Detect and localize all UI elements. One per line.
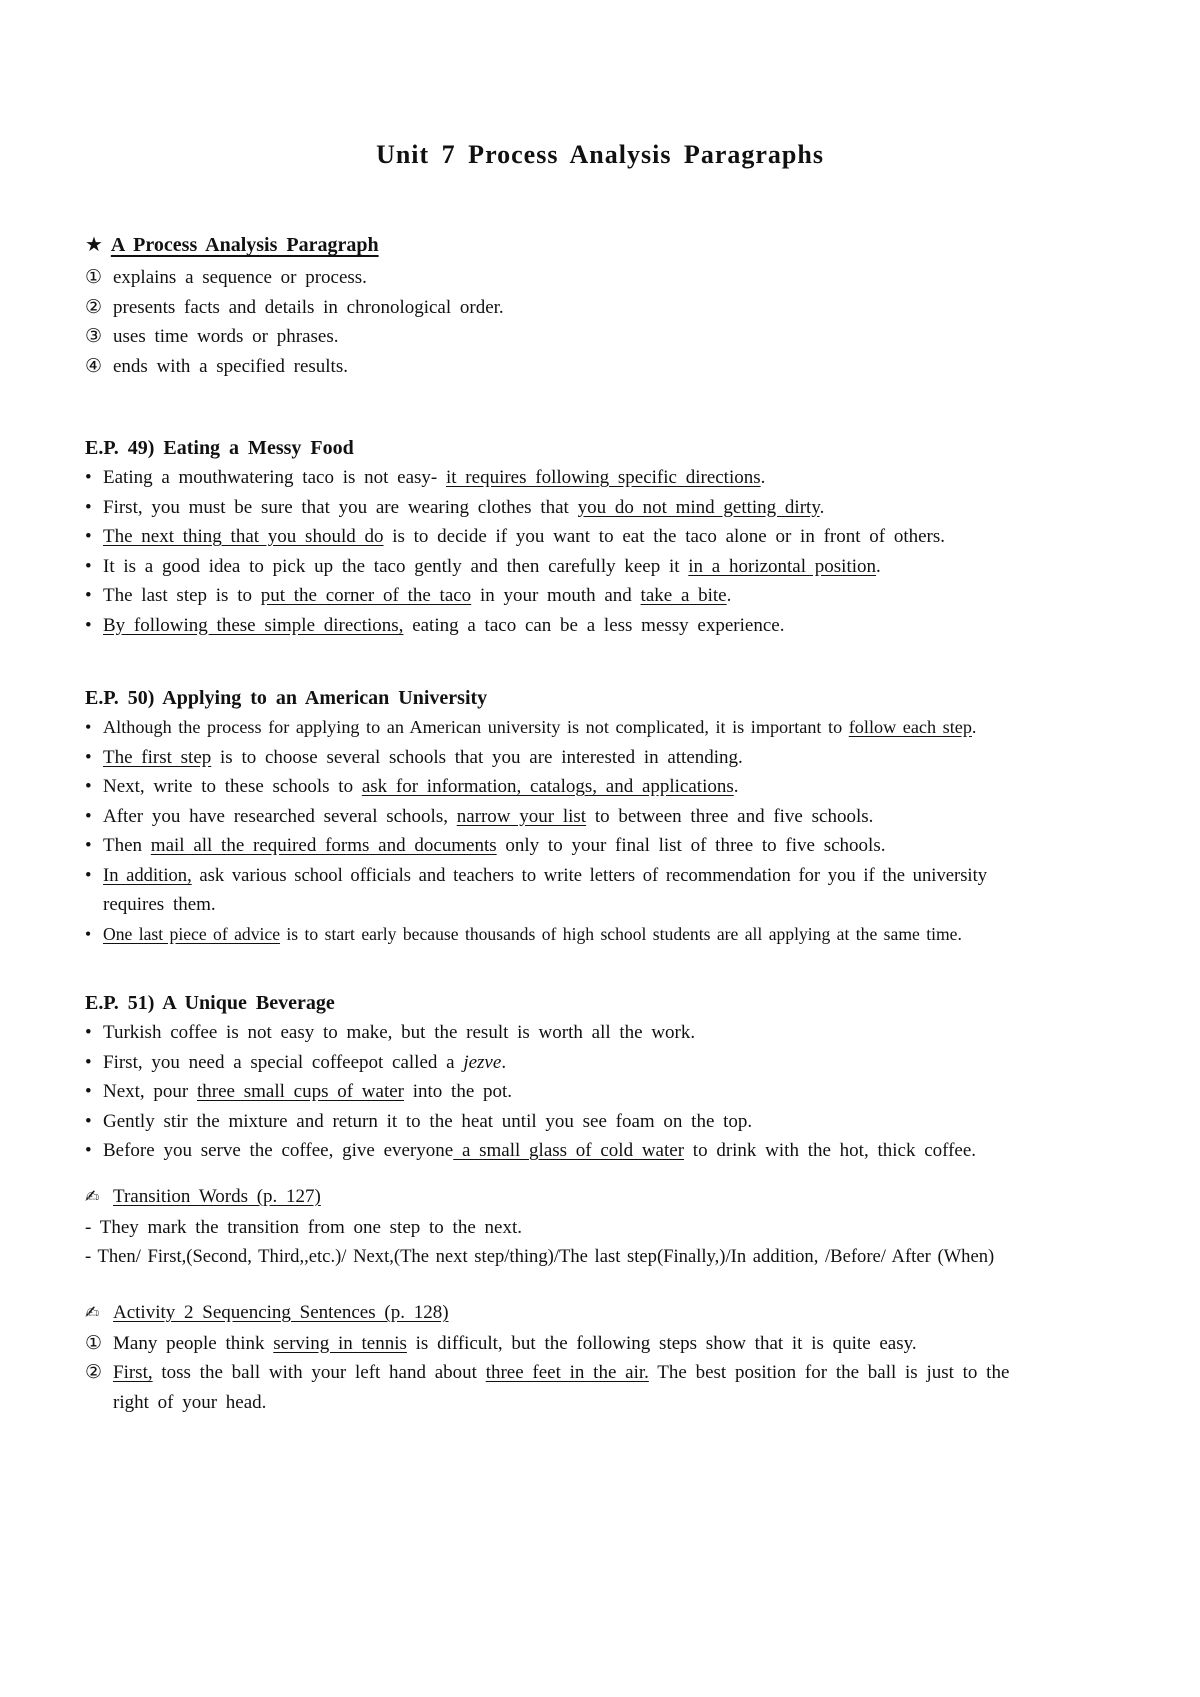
list-item: • Gently stir the mixture and return it to the heat until you see foam on the top. <box>85 1107 1110 1137</box>
transition-line: - They mark the transition from one step to the next. <box>85 1216 522 1238</box>
bullet-icon: • <box>85 835 92 856</box>
bullet-icon: • <box>85 776 92 797</box>
activity-item-continuation: right of your head. <box>113 1391 267 1413</box>
list-item: • It is a good idea to pick up the taco gently and then carefully keep it in a horizontal position. <box>85 552 1110 582</box>
definition-section <box>85 232 1110 381</box>
list-item: • Then mail all the required forms and documents only to your final list of three to five schools. <box>85 831 1110 861</box>
activity-section <box>85 1298 1110 1417</box>
transition-heading: ✍ Transition Words (p. 127) <box>85 1182 1110 1213</box>
star-icon: ★ <box>85 232 103 256</box>
list-item: • First, you must be sure that you are wearing clothes that you do not mind getting dirty. <box>85 493 1110 523</box>
list-item: • After you have researched several schools, narrow your list to between three and five schools. <box>85 802 1110 832</box>
page-title: Unit 7 Process Analysis Paragraphs <box>376 140 824 169</box>
bullet-icon: • <box>85 1140 92 1161</box>
bullet-icon: • <box>85 717 92 737</box>
list-item: • The next thing that you should do is to decide if you want to eat the taco alone or in front of others. <box>85 522 1110 552</box>
ep49-section <box>85 437 1110 640</box>
pencil-note-icon: ✍ <box>85 1303 100 1323</box>
list-item: • Before you serve the coffee, give everyone a small glass of cold water to drink with the hot, thick coffee. <box>85 1136 1110 1166</box>
list-item-continuation: requires them. <box>103 894 216 915</box>
transition-line: - Then/ First,(Second, Third,,etc.)/ Next,(The next step/thing)/The last step(Finally,)/In addition, /Before/ After (When) <box>85 1246 995 1267</box>
bullet-icon: • <box>85 526 92 547</box>
definition-item: ③ uses time words or phrases. <box>85 326 339 347</box>
bullet-icon: • <box>85 923 92 944</box>
activity-item: ② First, toss the ball with your left hand about three feet in the air. The best position for the ball is just to the <box>85 1362 1010 1383</box>
ep49-heading: E.P. 49) Eating a Messy Food <box>85 437 354 459</box>
ep51-heading: E.P. 51) A Unique Beverage <box>85 992 335 1014</box>
pencil-note-icon: ✍ <box>85 1187 100 1207</box>
bullet-icon: • <box>85 555 92 577</box>
bullet-icon: • <box>85 1110 92 1132</box>
bullet-icon: • <box>85 614 92 636</box>
bullet-icon: • <box>85 805 92 827</box>
bullet-icon: • <box>85 1022 92 1043</box>
list-item: • By following these simple directions, eating a taco can be a less messy experience. <box>85 611 1110 641</box>
definition-item: ② presents facts and details in chronological order. <box>85 296 504 318</box>
bullet-icon: • <box>85 467 92 488</box>
list-item: • Next, pour three small cups of water into the pot. <box>85 1077 1110 1107</box>
definition-item: ① explains a sequence or process. <box>85 267 367 288</box>
list-item: • Next, write to these schools to ask for information, catalogs, and applications. <box>85 772 1110 802</box>
ep50-heading: E.P. 50) Applying to an American University <box>85 687 488 709</box>
list-item: • Turkish coffee is not easy to make, but the result is worth all the work. <box>85 1018 1110 1048</box>
bullet-icon: • <box>85 1081 92 1102</box>
bullet-icon: • <box>85 746 92 768</box>
bullet-icon: • <box>85 1051 92 1073</box>
definition-heading: ★ A Process Analysis Paragraph <box>85 232 379 256</box>
ep51-section <box>85 992 1110 1166</box>
definition-item: ④ ends with a specified results. <box>85 355 348 377</box>
list-item: • First, you need a special coffeepot called a jezve. <box>85 1048 1110 1078</box>
bullet-icon: • <box>85 496 92 518</box>
list-item: • In addition, ask various school officials and teachers to write letters of recommendation for you if the university <box>85 861 1110 891</box>
list-item: • Eating a mouthwatering taco is not easy- it requires following specific directions. <box>85 463 1110 493</box>
bullet-icon: • <box>85 864 92 886</box>
list-item: • The first step is to choose several schools that you are interested in attending. <box>85 743 1110 773</box>
ep50-section <box>85 687 1110 949</box>
activity-item: ① Many people think serving in tennis is difficult, but the following steps show that it is quite easy. <box>85 1332 917 1354</box>
transition-section <box>85 1182 1110 1272</box>
activity-heading: ✍ Activity 2 Sequencing Sentences (p. 128) <box>85 1298 1110 1329</box>
list-item: • The last step is to put the corner of the taco in your mouth and take a bite. <box>85 581 1110 611</box>
list-item: • Although the process for applying to an American university is not complicated, it is important to follow each step. <box>85 713 1110 743</box>
list-item: • One last piece of advice is to start early because thousands of high school students are all applying at the same time. <box>85 920 1110 950</box>
bullet-icon: • <box>85 585 92 606</box>
